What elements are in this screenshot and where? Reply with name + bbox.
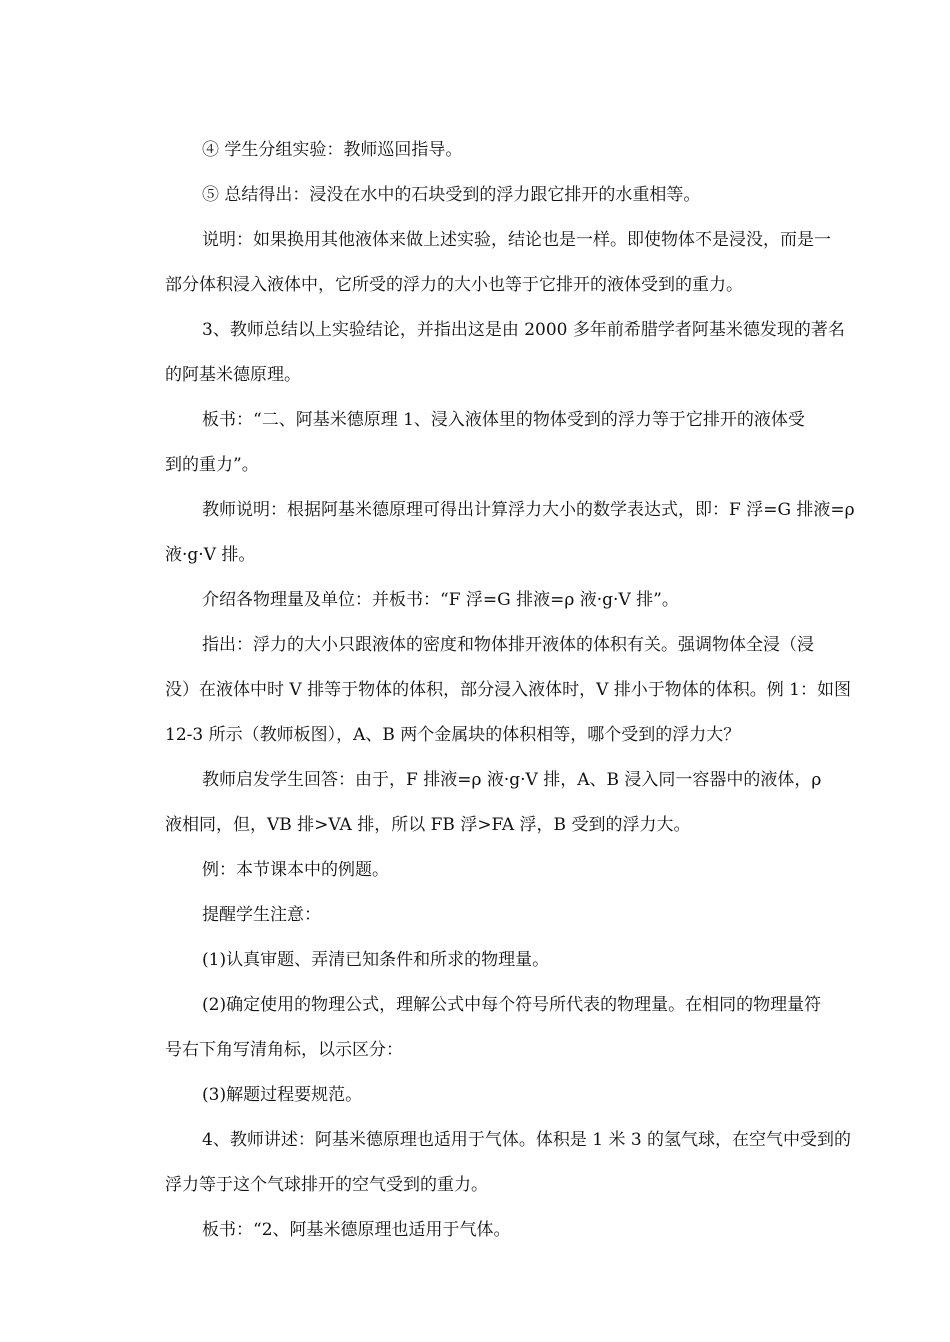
document-body xyxy=(165,128,915,1253)
text-line: 4、教师讲述：阿基米德原理也适用于气体。体积是 1 米 3 的氢气球，在空气中受到的 xyxy=(202,1130,852,1150)
paragraph-summary-3 xyxy=(165,308,915,398)
text-line: 3、教师总结以上实验结论，并指出这是由 2000 多年前希腊学者阿基米德发现的著名 xyxy=(202,320,845,340)
text-line: 号右下角写清角标，以示区分： xyxy=(165,1040,403,1060)
text-line: (3)解题过程要规范。 xyxy=(202,1085,363,1105)
paragraph-student-answer xyxy=(165,758,915,848)
text-line: 部分体积浸入液体中，它所受的浮力的大小也等于它排开的液体受到的重力。 xyxy=(165,275,743,295)
text-line: ④ 学生分组实验：教师巡回指导。 xyxy=(202,140,463,160)
text-line: 到的重力”。 xyxy=(165,455,259,475)
paragraph-units xyxy=(165,578,915,623)
text-line: 浮力等于这个气球排开的空气受到的重力。 xyxy=(165,1175,488,1195)
text-line: 提醒学生注意： xyxy=(202,905,321,925)
paragraph-step-4 xyxy=(165,128,915,173)
text-line: 没）在液体中时 V 排等于物体的体积，部分浸入液体时，V 排小于物体的体积。例 1：如图 xyxy=(165,680,851,700)
paragraph-reminder xyxy=(165,893,915,938)
text-line: 12-3 所示（教师板图），A、B 两个金属块的体积相等，哪个受到的浮力大？ xyxy=(165,725,741,745)
paragraph-point-out xyxy=(165,623,915,758)
text-line: 板书：“2、阿基米德原理也适用于气体。 xyxy=(202,1220,511,1240)
text-line: 教师说明：根据阿基米德原理可得出计算浮力大小的数学表达式，即：F 浮=G 排液=ρ xyxy=(202,500,855,520)
text-line: 指出：浮力的大小只跟液体的密度和物体排开液体的体积有关。强调物体全浸（浸 xyxy=(202,635,814,655)
text-line: ⑤ 总结得出：浸没在水中的石块受到的浮力跟它排开的水重相等。 xyxy=(202,185,701,205)
text-line: 说明：如果换用其他液体来做上述实验，结论也是一样。即使物体不是浸没，而是一 xyxy=(202,230,831,250)
paragraph-explanation xyxy=(165,218,915,308)
paragraph-step-4-gas xyxy=(165,1118,915,1208)
text-line: 板书：“二、阿基米德原理 1、浸入液体里的物体受到的浮力等于它排开的液体受 xyxy=(202,410,805,430)
text-line: 的阿基米德原理。 xyxy=(165,365,301,385)
paragraph-board-gas xyxy=(165,1208,915,1253)
paragraph-board-principle xyxy=(165,398,915,488)
paragraph-step-5 xyxy=(165,173,915,218)
paragraph-example xyxy=(165,848,915,893)
text-line: 教师启发学生回答：由于，F 排液=ρ 液·g·V 排，A、B 浸入同一容器中的液体，ρ xyxy=(202,770,822,790)
text-line: (1)认真审题、弄清已知条件和所求的物理量。 xyxy=(202,950,550,970)
paragraph-note-1 xyxy=(165,938,915,983)
paragraph-note-3 xyxy=(165,1073,915,1118)
text-line: (2)确定使用的物理公式，理解公式中每个符号所代表的物理量。在相同的物理量符 xyxy=(202,995,822,1015)
text-line: 液相同，但，VB 排>VA 排，所以 FB 浮>FA 浮，B 受到的浮力大。 xyxy=(165,815,691,835)
paragraph-note-2 xyxy=(165,983,915,1073)
text-line: 液·g·V 排。 xyxy=(165,545,256,565)
text-line: 介绍各物理量及单位：并板书：“F 浮=G 排液=ρ 液·g·V 排”。 xyxy=(202,590,679,610)
text-line: 例：本节课本中的例题。 xyxy=(202,860,389,880)
paragraph-teacher-formula xyxy=(165,488,915,578)
